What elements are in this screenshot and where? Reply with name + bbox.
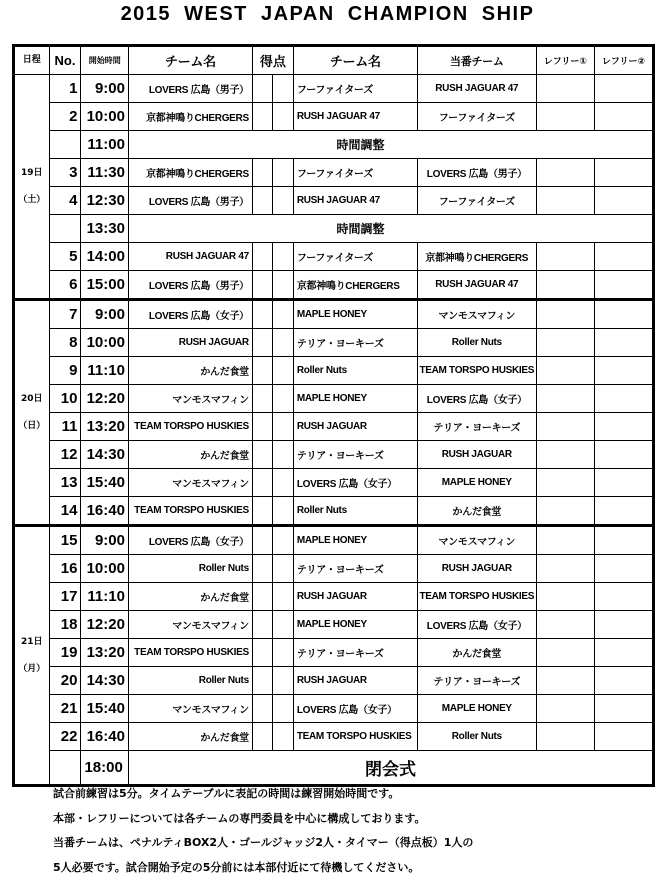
team-a-name: 京都神鳴りCHERGERS — [128, 159, 252, 187]
score-a-input[interactable] — [252, 639, 272, 667]
schedule-row — [14, 695, 654, 723]
match-number: 14 — [49, 497, 81, 526]
score-b-input[interactable] — [273, 469, 293, 497]
score-b-input[interactable] — [273, 413, 293, 441]
score-a-input[interactable] — [252, 300, 272, 329]
start-time: 15:40 — [81, 695, 129, 723]
schedule-row — [14, 159, 654, 187]
referee-1-cell[interactable] — [536, 497, 594, 526]
team-b-name: RUSH JAGUAR — [293, 413, 417, 441]
duty-team-name: RUSH JAGUAR 47 — [417, 75, 536, 103]
score-a-input[interactable] — [252, 243, 272, 271]
referee-2-cell[interactable] — [594, 441, 653, 469]
team-a-name: かんだ食堂 — [128, 583, 252, 611]
schedule-body — [14, 75, 654, 786]
duty-team-name: RUSH JAGUAR — [417, 555, 536, 583]
team-b-name: RUSH JAGUAR 47 — [293, 187, 417, 215]
score-a-input[interactable] — [252, 667, 272, 695]
referee-1-cell[interactable] — [536, 103, 594, 131]
duty-team-name: LOVERS 広島（女子） — [417, 611, 536, 639]
start-time: 11:10 — [81, 583, 129, 611]
referee-2-cell[interactable] — [594, 300, 653, 329]
team-a-name: 京都神鳴りCHERGERS — [128, 103, 252, 131]
start-time: 9:00 — [81, 300, 129, 329]
match-number: 21 — [49, 695, 81, 723]
referee-2-cell[interactable] — [594, 357, 653, 385]
header-row — [14, 46, 654, 75]
start-time: 12:30 — [81, 187, 129, 215]
score-b-input[interactable] — [273, 357, 293, 385]
day-date: 20日 — [21, 393, 43, 404]
duty-team-name: テリア・ヨーキーズ — [417, 667, 536, 695]
team-a-name: かんだ食堂 — [128, 441, 252, 469]
schedule-row — [14, 357, 654, 385]
duty-team-name: RUSH JAGUAR 47 — [417, 271, 536, 300]
schedule-row — [14, 441, 654, 469]
referee-1-cell[interactable] — [536, 329, 594, 357]
score-a-input[interactable] — [252, 497, 272, 526]
match-number: 20 — [49, 667, 81, 695]
referee-2-cell[interactable] — [594, 243, 653, 271]
team-a-name: LOVERS 広島（男子） — [128, 187, 252, 215]
team-b-name: フーファイターズ — [293, 75, 417, 103]
day-cell — [14, 75, 50, 300]
header-referee-1: レフリー① — [536, 46, 594, 75]
header-duty-team: 当番チーム — [417, 46, 536, 75]
match-number: 22 — [49, 723, 81, 751]
referee-2-cell[interactable] — [594, 469, 653, 497]
duty-team-name: MAPLE HONEY — [417, 695, 536, 723]
referee-2-cell[interactable] — [594, 555, 653, 583]
score-b-input[interactable] — [273, 159, 293, 187]
referee-1-cell[interactable] — [536, 526, 594, 555]
schedule-row — [14, 723, 654, 751]
day-cell — [14, 526, 50, 786]
score-b-input[interactable] — [273, 639, 293, 667]
start-time: 14:30 — [81, 667, 129, 695]
duty-team-name: TEAM TORSPO HUSKIES — [417, 583, 536, 611]
score-b-input[interactable] — [273, 243, 293, 271]
document-title: 2015 WEST JAPAN CHAMPION SHIP — [120, 3, 535, 25]
score-b-input[interactable] — [273, 385, 293, 413]
referee-2-cell[interactable] — [594, 667, 653, 695]
start-time: 14:00 — [81, 243, 129, 271]
team-a-name: RUSH JAGUAR 47 — [128, 243, 252, 271]
note-line: 本部・レフリーについては各チームの専門委員を中心に構成しております。 — [53, 811, 426, 825]
score-a-input[interactable] — [252, 75, 272, 103]
header-team-a: チーム名 — [128, 46, 252, 75]
team-a-name: TEAM TORSPO HUSKIES — [128, 413, 252, 441]
duty-team-name: LOVERS 広島（女子） — [417, 385, 536, 413]
referee-1-cell[interactable] — [536, 555, 594, 583]
score-a-input[interactable] — [252, 103, 272, 131]
score-a-input[interactable] — [252, 413, 272, 441]
team-b-name: LOVERS 広島（女子） — [293, 469, 417, 497]
team-b-name: LOVERS 広島（女子） — [293, 695, 417, 723]
day-weekday: （土） — [18, 194, 46, 205]
score-b-input[interactable] — [273, 723, 293, 751]
match-number: 8 — [49, 329, 81, 357]
referee-1-cell[interactable] — [536, 413, 594, 441]
referee-2-cell[interactable] — [594, 271, 653, 300]
match-number: 11 — [49, 413, 81, 441]
start-time: 12:20 — [81, 611, 129, 639]
score-b-input[interactable] — [273, 329, 293, 357]
schedule-row — [14, 526, 654, 555]
match-number: 4 — [49, 187, 81, 215]
team-b-name: RUSH JAGUAR 47 — [293, 103, 417, 131]
schedule-row — [14, 583, 654, 611]
day-date: 21日 — [21, 636, 43, 647]
team-b-name: MAPLE HONEY — [293, 300, 417, 329]
start-time: 16:40 — [81, 723, 129, 751]
team-b-name: Roller Nuts — [293, 497, 417, 526]
referee-2-cell[interactable] — [594, 583, 653, 611]
referee-1-cell[interactable] — [536, 695, 594, 723]
score-a-input[interactable] — [252, 526, 272, 555]
score-b-input[interactable] — [273, 187, 293, 215]
duty-team-name: マンモスマフィン — [417, 526, 536, 555]
referee-2-cell[interactable] — [594, 695, 653, 723]
schedule-row — [14, 103, 654, 131]
day-weekday: （月） — [18, 663, 46, 674]
start-time: 13:20 — [81, 639, 129, 667]
score-b-input[interactable] — [273, 695, 293, 723]
duty-team-name: MAPLE HONEY — [417, 469, 536, 497]
referee-2-cell[interactable] — [594, 497, 653, 526]
team-a-name: Roller Nuts — [128, 667, 252, 695]
header-day: 日程 — [14, 46, 50, 75]
referee-1-cell[interactable] — [536, 357, 594, 385]
duty-team-name: テリア・ヨーキーズ — [417, 413, 536, 441]
start-time: 10:00 — [81, 555, 129, 583]
schedule-row — [14, 469, 654, 497]
start-time: 9:00 — [81, 526, 129, 555]
start-time: 15:40 — [81, 469, 129, 497]
score-b-input[interactable] — [273, 555, 293, 583]
team-b-name: Roller Nuts — [293, 357, 417, 385]
start-time: 10:00 — [81, 103, 129, 131]
schedule-row — [14, 271, 654, 300]
referee-1-cell[interactable] — [536, 187, 594, 215]
score-a-input[interactable] — [252, 271, 272, 300]
header-no: No. — [49, 46, 81, 75]
schedule-row — [14, 611, 654, 639]
score-b-input[interactable] — [273, 667, 293, 695]
referee-2-cell[interactable] — [594, 159, 653, 187]
match-number: 5 — [49, 243, 81, 271]
team-a-name: Roller Nuts — [128, 555, 252, 583]
schedule-row — [14, 215, 654, 243]
start-time: 11:00 — [81, 131, 129, 159]
note-line: 試合前練習は5分。タイムテーブルに表記の時間は練習開始時間です。 — [53, 787, 400, 800]
header-score: 得点 — [252, 46, 293, 75]
duty-team-name: Roller Nuts — [417, 329, 536, 357]
referee-1-cell[interactable] — [536, 75, 594, 103]
team-a-name: かんだ食堂 — [128, 723, 252, 751]
referee-2-cell[interactable] — [594, 526, 653, 555]
match-number: 2 — [49, 103, 81, 131]
match-number: 16 — [49, 555, 81, 583]
score-a-input[interactable] — [252, 695, 272, 723]
referee-1-cell[interactable] — [536, 583, 594, 611]
referee-1-cell[interactable] — [536, 300, 594, 329]
schedule-row — [14, 497, 654, 526]
referee-1-cell[interactable] — [536, 271, 594, 300]
score-b-input[interactable] — [273, 497, 293, 526]
header-referee-2: レフリー② — [594, 46, 653, 75]
referee-2-cell[interactable] — [594, 187, 653, 215]
start-time: 9:00 — [81, 75, 129, 103]
match-number: 7 — [49, 300, 81, 329]
schedule-row — [14, 385, 654, 413]
team-a-name: マンモスマフィン — [128, 469, 252, 497]
referee-2-cell[interactable] — [594, 385, 653, 413]
referee-2-cell[interactable] — [594, 723, 653, 751]
team-b-name: RUSH JAGUAR — [293, 667, 417, 695]
day-cell — [14, 300, 50, 526]
referee-2-cell[interactable] — [594, 75, 653, 103]
duty-team-name: かんだ食堂 — [417, 639, 536, 667]
match-number — [49, 131, 81, 159]
score-a-input[interactable] — [252, 159, 272, 187]
team-b-name: 京都神鳴りCHERGERS — [293, 271, 417, 300]
team-b-name: フーファイターズ — [293, 243, 417, 271]
team-b-name: TEAM TORSPO HUSKIES — [293, 723, 417, 751]
referee-1-cell[interactable] — [536, 385, 594, 413]
referee-1-cell[interactable] — [536, 667, 594, 695]
team-b-name: MAPLE HONEY — [293, 526, 417, 555]
score-a-input[interactable] — [252, 329, 272, 357]
team-b-name: テリア・ヨーキーズ — [293, 639, 417, 667]
match-number: 9 — [49, 357, 81, 385]
duty-team-name: TEAM TORSPO HUSKIES — [417, 357, 536, 385]
team-a-name: マンモスマフィン — [128, 695, 252, 723]
schedule-row — [14, 667, 654, 695]
referee-1-cell[interactable] — [536, 469, 594, 497]
match-number: 15 — [49, 526, 81, 555]
schedule-row — [14, 751, 654, 786]
match-number: 19 — [49, 639, 81, 667]
score-b-input[interactable] — [273, 583, 293, 611]
duty-team-name: かんだ食堂 — [417, 497, 536, 526]
team-b-name: RUSH JAGUAR — [293, 583, 417, 611]
time-adjustment-note: 時間調整 — [128, 131, 653, 159]
match-number — [49, 215, 81, 243]
score-a-input[interactable] — [252, 385, 272, 413]
score-a-input[interactable] — [252, 441, 272, 469]
start-time: 12:20 — [81, 385, 129, 413]
score-a-input[interactable] — [252, 469, 272, 497]
referee-1-cell[interactable] — [536, 159, 594, 187]
score-b-input[interactable] — [273, 441, 293, 469]
day-date: 19日 — [21, 167, 43, 178]
duty-team-name: 京都神鳴りCHERGERS — [417, 243, 536, 271]
score-b-input[interactable] — [273, 526, 293, 555]
closing-ceremony: 閉会式 — [128, 751, 653, 786]
score-b-input[interactable] — [273, 75, 293, 103]
duty-team-name: RUSH JAGUAR — [417, 441, 536, 469]
schedule-row — [14, 329, 654, 357]
team-a-name: マンモスマフィン — [128, 611, 252, 639]
start-time: 13:20 — [81, 413, 129, 441]
referee-2-cell[interactable] — [594, 639, 653, 667]
score-b-input[interactable] — [273, 300, 293, 329]
schedule-row — [14, 75, 654, 103]
match-number: 13 — [49, 469, 81, 497]
team-b-name: MAPLE HONEY — [293, 385, 417, 413]
header-start-time: 開始時間 — [81, 46, 129, 75]
team-b-name: テリア・ヨーキーズ — [293, 555, 417, 583]
team-a-name: LOVERS 広島（女子） — [128, 526, 252, 555]
day-weekday: （日） — [18, 420, 46, 431]
schedule-row — [14, 187, 654, 215]
start-time: 15:00 — [81, 271, 129, 300]
start-time: 11:10 — [81, 357, 129, 385]
start-time: 16:40 — [81, 497, 129, 526]
team-a-name: TEAM TORSPO HUSKIES — [128, 639, 252, 667]
team-b-name: テリア・ヨーキーズ — [293, 441, 417, 469]
team-a-name: LOVERS 広島（女子） — [128, 300, 252, 329]
schedule-row — [14, 413, 654, 441]
score-b-input[interactable] — [273, 103, 293, 131]
match-number: 3 — [49, 159, 81, 187]
schedule-row — [14, 131, 654, 159]
schedule-row — [14, 555, 654, 583]
score-a-input[interactable] — [252, 583, 272, 611]
schedule-table — [12, 44, 655, 787]
referee-1-cell[interactable] — [536, 639, 594, 667]
match-number — [49, 751, 81, 786]
match-number: 10 — [49, 385, 81, 413]
team-a-name: LOVERS 広島（男子） — [128, 75, 252, 103]
referee-2-cell[interactable] — [594, 611, 653, 639]
start-time: 11:30 — [81, 159, 129, 187]
start-time: 14:30 — [81, 441, 129, 469]
team-b-name: フーファイターズ — [293, 159, 417, 187]
note-line: 当番チームは、ペナルティBOX2人・ゴールジャッジ2人・タイマー（得点板）1人の — [53, 836, 474, 849]
start-time: 13:30 — [81, 215, 129, 243]
duty-team-name: LOVERS 広島（男子） — [417, 159, 536, 187]
start-time: 18:00 — [81, 751, 129, 786]
team-a-name: かんだ食堂 — [128, 357, 252, 385]
start-time: 10:00 — [81, 329, 129, 357]
team-b-name: テリア・ヨーキーズ — [293, 329, 417, 357]
score-a-input[interactable] — [252, 555, 272, 583]
referee-1-cell[interactable] — [536, 611, 594, 639]
referee-1-cell[interactable] — [536, 441, 594, 469]
score-b-input[interactable] — [273, 271, 293, 300]
referee-2-cell[interactable] — [594, 413, 653, 441]
score-b-input[interactable] — [273, 611, 293, 639]
schedule-row — [14, 243, 654, 271]
referee-2-cell[interactable] — [594, 329, 653, 357]
notes — [53, 782, 473, 880]
match-number: 17 — [49, 583, 81, 611]
match-number: 12 — [49, 441, 81, 469]
time-adjustment-note: 時間調整 — [128, 215, 653, 243]
score-a-input[interactable] — [252, 357, 272, 385]
schedule-row — [14, 639, 654, 667]
referee-1-cell[interactable] — [536, 723, 594, 751]
schedule-row — [14, 300, 654, 329]
team-a-name: RUSH JAGUAR — [128, 329, 252, 357]
match-number: 6 — [49, 271, 81, 300]
team-a-name: TEAM TORSPO HUSKIES — [128, 497, 252, 526]
match-number: 18 — [49, 611, 81, 639]
score-a-input[interactable] — [252, 611, 272, 639]
team-a-name: マンモスマフィン — [128, 385, 252, 413]
team-b-name: MAPLE HONEY — [293, 611, 417, 639]
duty-team-name: Roller Nuts — [417, 723, 536, 751]
note-line: 5人必要です。試合開始予定の5分前には本部付近にて待機してください。 — [53, 860, 420, 874]
duty-team-name: フーファイターズ — [417, 187, 536, 215]
referee-2-cell[interactable] — [594, 103, 653, 131]
match-number: 1 — [49, 75, 81, 103]
duty-team-name: マンモスマフィン — [417, 300, 536, 329]
header-team-b: チーム名 — [293, 46, 417, 75]
team-a-name: LOVERS 広島（男子） — [128, 271, 252, 300]
score-a-input[interactable] — [252, 723, 272, 751]
referee-1-cell[interactable] — [536, 243, 594, 271]
duty-team-name: フーファイターズ — [417, 103, 536, 131]
score-a-input[interactable] — [252, 187, 272, 215]
